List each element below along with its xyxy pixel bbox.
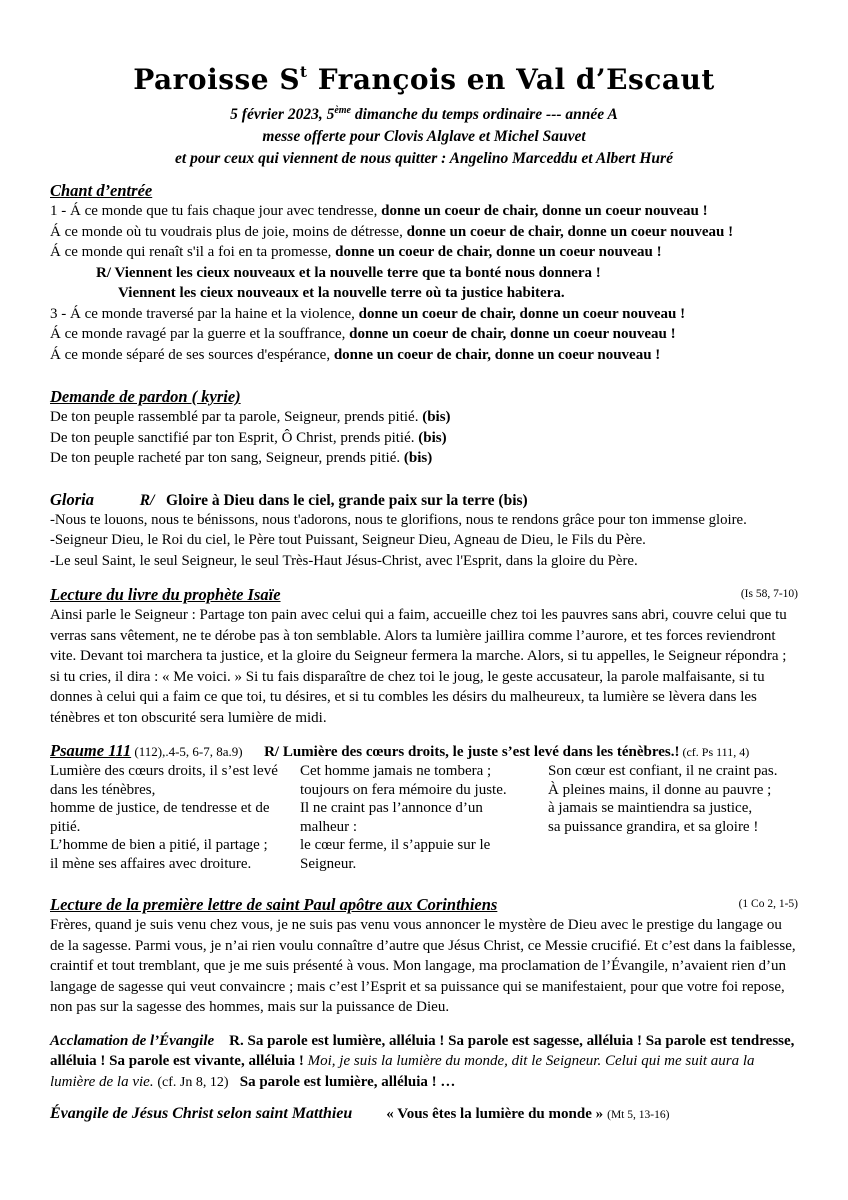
chant-line [50,324,798,345]
kyrie-text [50,407,798,469]
chant-refrain [50,263,798,304]
chant-heading: Chant d’entrée [50,181,153,201]
corinthiens-ref: (1 Co 2, 1-5) [738,898,798,911]
kyrie-heading: Demande de pardon ( kyrie) [50,387,241,407]
kyrie-line [50,407,798,428]
psaume-refrain: R/ Lumière des cœurs droits, le juste s’est levé dans les ténèbres.! [264,744,680,761]
psaume-col-1: Lumière des cœurs droits, il s’est levé dans les ténèbres, homme de justice, de tendresse et de pitié. L’homme de bien a pitié, il partage ; il mène ses affaires avec droiture. [50,763,278,872]
line-text: De ton peuple sanctifié par ton Esprit, Ô Christ, prends pitié. [50,429,419,446]
line-text: De ton peuple racheté par ton sang, Seigneur, prends pitié. [50,450,404,467]
psaume-header [50,741,798,762]
corinthiens-text: Frères, quand je suis venu chez vous, je ne suis pas venu vous annoncer le mystère de Dieu avec le prestige du langage ou de la sagesse. Parmi vous, je n’ai rien voulu connaître d’autre que Jésus Christ, ce Messie crucifié. Et c’est dans la faiblesse, craintif et tout tremblant, que je me suis présenté à vous. Mon langage, ma proclamation de l’Évangile, n’avaient rien d’un langage de sagesse qui veut convaincre ; mais c’est l’Esprit et sa puissance qui se manifestaient, pour que votre foi repose, non pas sur la sagesse des hommes, mais sur la puissance de Dieu. [50,917,796,1016]
acclamation-ref: (cf. Jn 8, 12) [157,1074,229,1090]
chant-line [50,201,798,222]
bulletin-page [50,52,798,1123]
title-sup: t [300,63,308,81]
kyrie-line [50,448,798,469]
gloria-header [50,490,798,510]
line-text: De ton peuple rassemblé par ta parole, Seigneur, prends pitié. [50,409,423,426]
heading-text: Lecture de la première lettre de saint Paul apôtre aux Corinthiens [50,895,498,915]
gloria-line: -Nous te louons, nous te bénissons, nous t'adorons, nous te glorifions, nous te rendons grâce pour ton immense gloire. [50,511,747,528]
refrain-line-2: Viennent les cieux nouveaux et la nouvelle terre où ta justice habitera. [118,285,565,302]
refrain-line-1: R/ Viennent les cieux nouveaux et la nouvelle terre que ta bonté nous donnera ! [96,264,601,281]
acclamation-heading: Acclamation de l’Évangile [50,1032,215,1049]
line-refrain: donne un coeur de chair, donne un coeur nouveau ! [358,305,686,322]
chant-line [50,345,798,366]
line-refrain: donne un coeur de chair, donne un coeur nouveau ! [406,223,734,240]
evangile-title: « Vous êtes la lumière du monde » [386,1106,604,1123]
line-refrain: donne un coeur de chair, donne un coeur nouveau ! [349,326,676,343]
chant-line [50,222,798,243]
gloria-line: -Le seul Saint, le seul Seigneur, le seul Très-Haut Jésus-Christ, avec l'Esprit, dans la gloire du Père. [50,552,638,569]
date-sup: ème [334,105,351,116]
gloria-refrain: Gloire à Dieu dans le ciel, grande paix sur la terre (bis) [166,491,528,509]
title-text-end: François en Val d’Escaut [307,63,715,96]
line-text: 1 - Á ce monde que tu fais chaque jour avec tendresse, [50,203,382,220]
isaie-text: Ainsi parle le Seigneur : Partage ton pain avec celui qui a faim, accueille chez toi les pauvres sans abri, couvre celui que tu verras sans vêtement, ne te dérobe pas à ton semblable. Alors ta lumière jaillira comme l’aurore, et tes forces reviendront vite. Devant toi marchera ta justice, et la gloire du Seigneur fermera la marche. Alors, si tu appelles, le Seigneur répondra ; si tu cries, il dira : « Me voici. » Si tu fais disparaître de chez toi le joug, le geste accusateur, la parole malfaisante, si tu donnes à celui qui a faim ce que toi, tu désires, et si tu combles les désirs du malheureux, ta lumière se lèvera dans les ténèbres et ton obscurité sera lumière de midi. [50,607,787,726]
line-text: Á ce monde séparé de ses sources d'espérance, [50,346,334,363]
psaume-col-2: Cet homme jamais ne tombera ; toujours on fera mémoire du juste. Il ne craint pas l’annonce d’un malheur : le cœur ferme, il s’appuie sur le Seigneur. [300,763,507,872]
bis-label: (bis) [422,409,451,426]
acclamation-verse: Moi, je suis la lumière du monde, dit le Seigneur. Celui qui me suit aura la lumière de la vie. [50,1053,755,1090]
line-refrain: donne un coeur de chair, donne un coeur nouveau ! [333,346,661,363]
psaume-col-3: Son cœur est confiant, il ne craint pas. À pleines mains, il donne au pauvre ; à jamais se maintiendra sa justice, sa puissance grandira, et sa gloire ! [548,763,778,835]
isaie-heading [50,585,798,605]
gloria-line: -Seigneur Dieu, le Roi du ciel, le Père tout Puissant, Seigneur Dieu, Agneau de Dieu, le Fils du Père. [50,532,646,549]
evangile-heading: Évangile de Jésus Christ selon saint Matthieu [50,1105,353,1123]
mass-intention: messe offerte pour Clovis Alglave et Michel Sauvet [262,128,586,146]
psaume-columns [50,762,798,873]
gloria-refrain-label: R/ [139,491,155,509]
bis-label: (bis) [403,450,433,467]
date-text-end: dimanche du temps ordinaire --- année A [351,106,618,124]
psaume-verses: (112),.4-5, 6-7, 8a.9) [131,744,243,760]
chant-verse-1 [50,201,798,263]
acclamation-refrain-end: Sa parole est lumière, alléluia ! … [239,1073,456,1090]
deceased-line: et pour ceux qui viennent de nous quitter : Angelino Marceddu et Albert Huré [175,150,673,168]
date-line [50,100,798,126]
date-text: 5 février 2023, 5 [230,106,335,124]
corinthiens-heading [50,895,798,915]
gloria-heading: Gloria [50,489,95,509]
parish-title [50,52,798,100]
acclamation-refrain: R. Sa parole est lumière, alléluia ! Sa parole est sagesse, alléluia ! Sa parole est tendresse, alléluia ! Sa parole est vivante, alléluia ! [50,1032,795,1070]
evangile-header [50,1105,798,1123]
line-text: Á ce monde ravagé par la guerre et la souffrance, [50,326,350,343]
psaume-heading: Psaume 111 [50,741,132,761]
bis-label: (bis) [418,429,447,446]
psaume-ref: (cf. Ps 111, 4) [679,745,750,760]
line-text: Á ce monde qui renaît s'il a foi en ta promesse, [50,244,336,261]
line-text: 3 - Á ce monde traversé par la haine et la violence, [50,305,359,322]
chant-verse-3 [50,304,798,366]
line-refrain: donne un coeur de chair, donne un coeur nouveau ! [335,244,662,261]
chant-line [50,304,798,325]
line-refrain: donne un coeur de chair, donne un coeur nouveau ! [381,203,708,220]
evangile-ref: (Mt 5, 13-16) [607,1109,670,1122]
isaie-ref: (Is 58, 7-10) [740,588,798,601]
title-text: Paroisse S [133,63,301,96]
line-text: Á ce monde où tu voudrais plus de joie, moins de détresse, [50,223,407,240]
chant-line [50,242,798,263]
heading-text: Lecture du livre du prophète Isaïe [50,585,281,605]
gloria-text [50,510,798,572]
kyrie-line [50,428,798,449]
acclamation [50,1031,798,1094]
